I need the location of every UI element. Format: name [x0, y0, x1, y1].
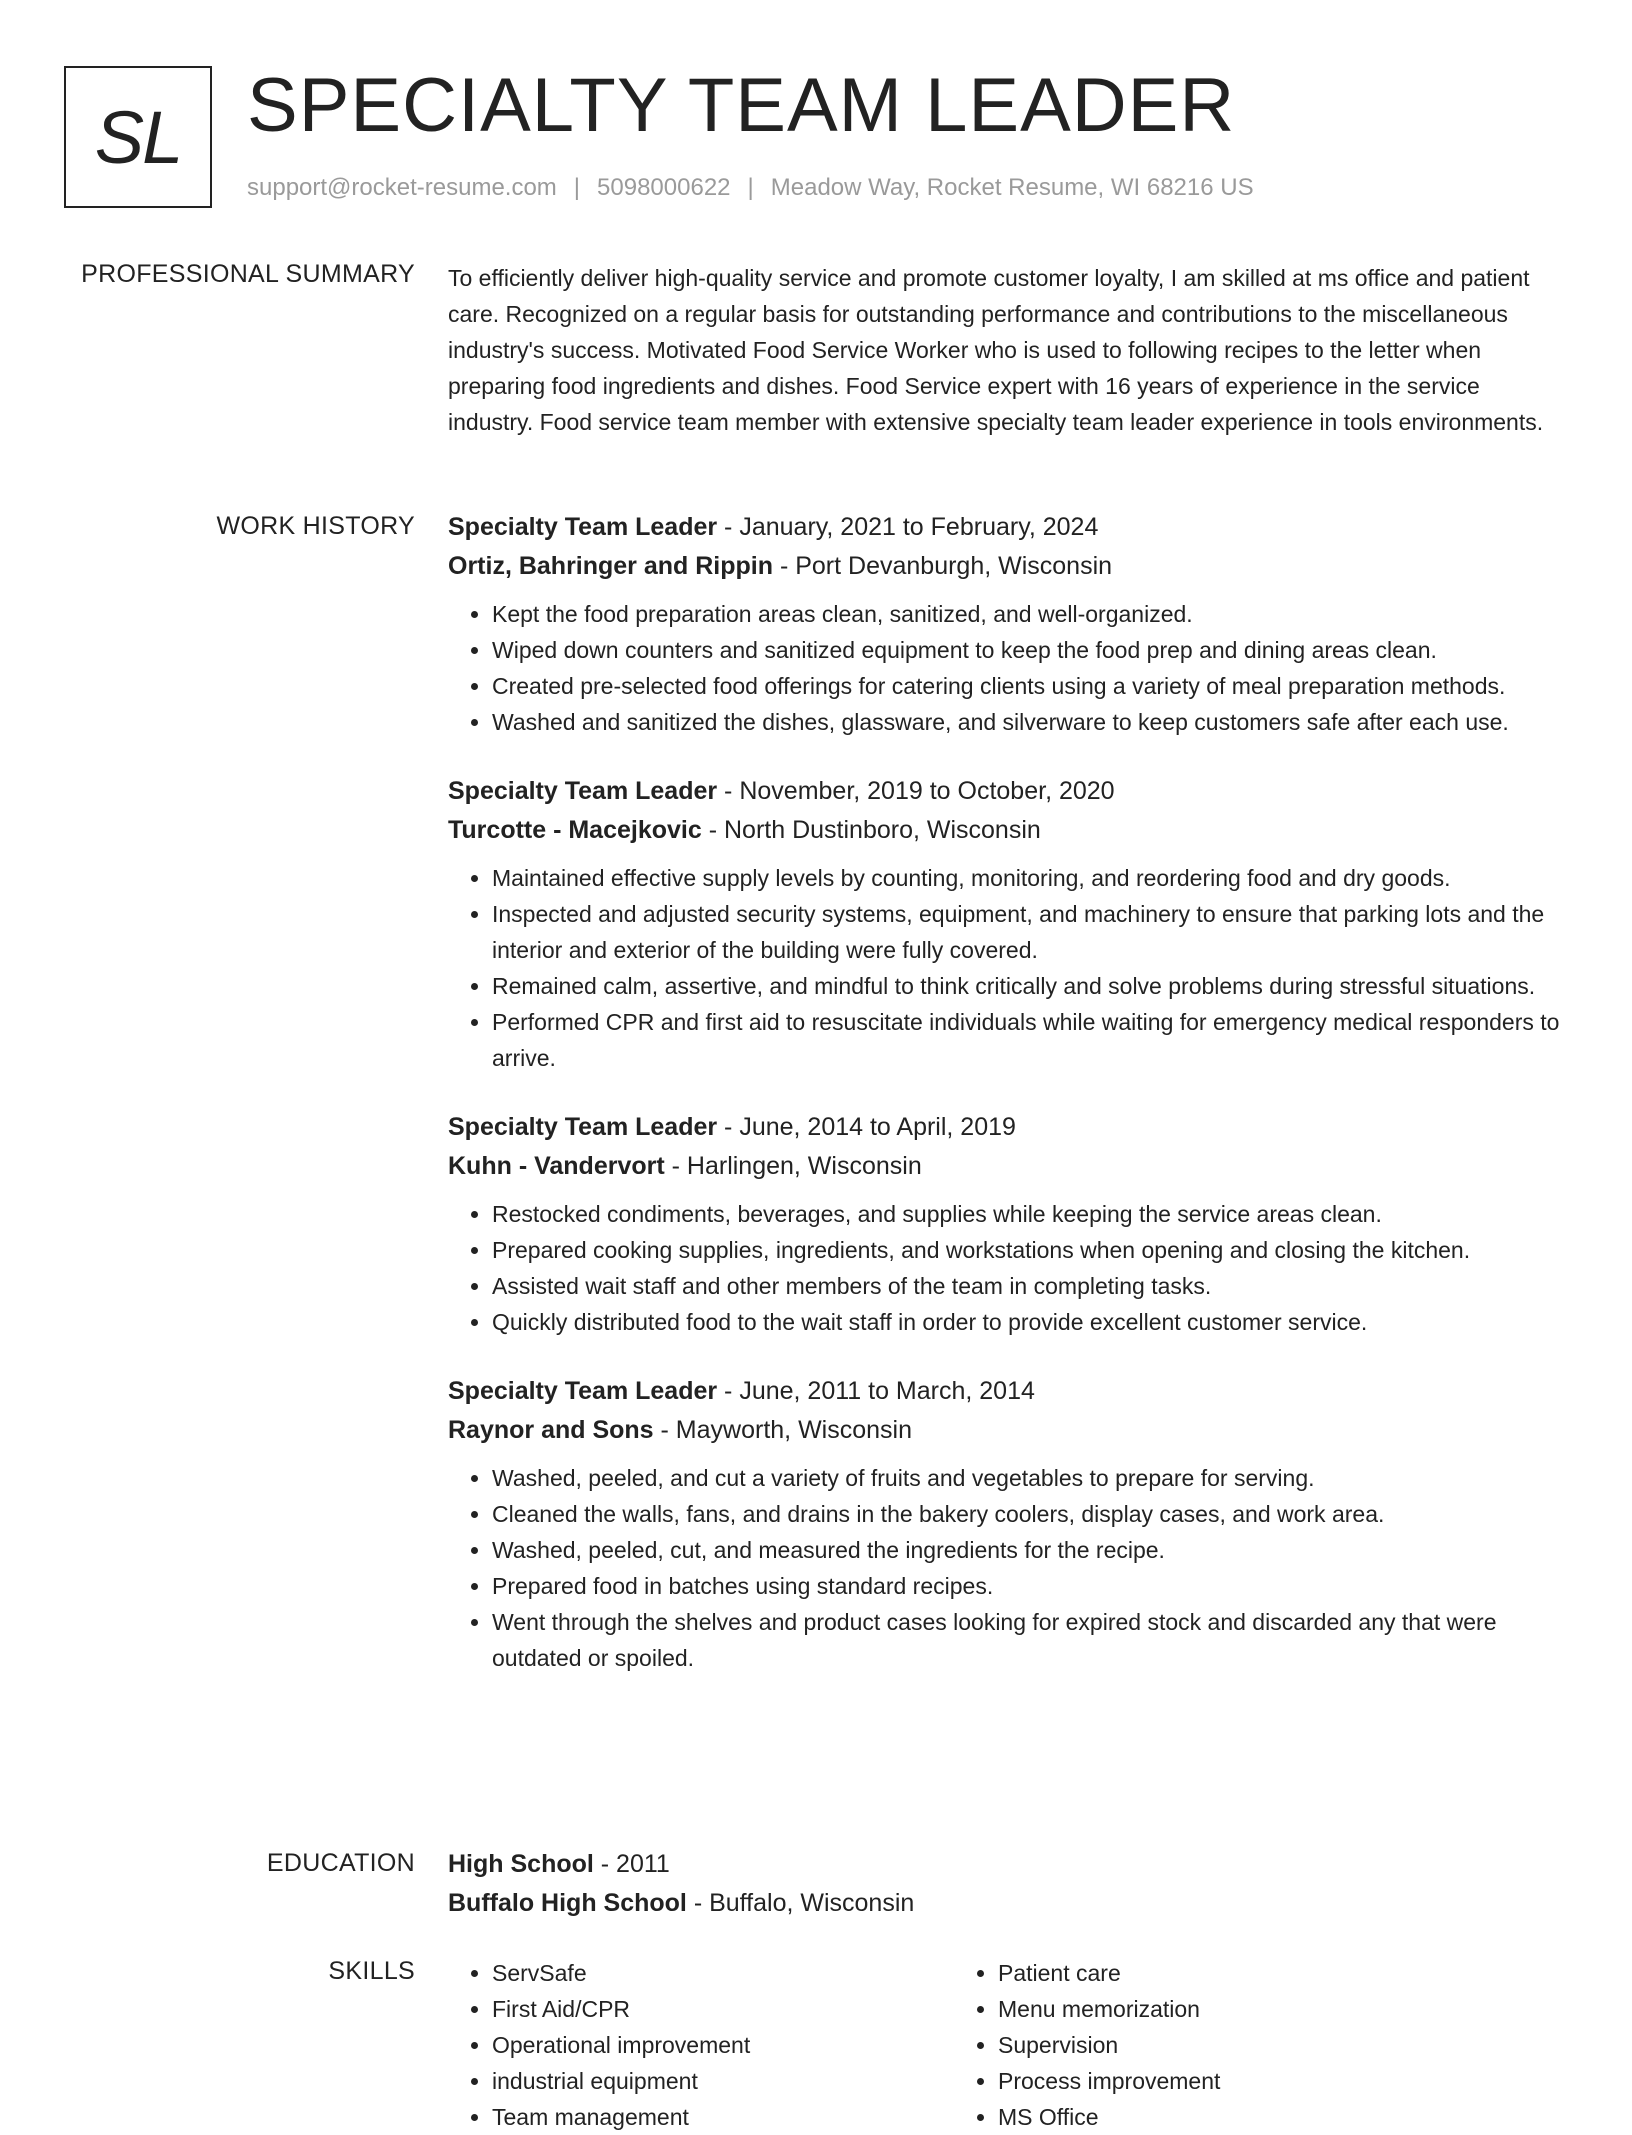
education-year: - 2011	[593, 1850, 670, 1878]
skill-item: • Process improvement	[998, 2063, 1460, 2099]
job-title: Specialty Team Leader	[448, 1113, 718, 1141]
list-item: • Wiped down counters and sanitized equipment to keep the food prep and dining areas clean.	[492, 632, 1568, 668]
skill-item: • Team management	[492, 2099, 954, 2135]
skill-item: • Patient care	[998, 1955, 1460, 1991]
job-title: Specialty Team Leader	[448, 513, 718, 541]
job-bullets	[448, 1196, 1568, 1340]
resume-header	[64, 63, 1568, 216]
job-dates: - June, 2011 to March, 2014	[717, 1377, 1035, 1405]
education-location: - Buffalo, Wisconsin	[686, 1889, 915, 1917]
job-location: - North Dustinboro, Wisconsin	[701, 816, 1041, 844]
job-title-line	[448, 508, 1568, 547]
list-item: • Assisted wait staff and other members of the team in completing tasks.	[492, 1268, 1568, 1304]
job-location: - Port Devanburgh, Wisconsin	[773, 552, 1113, 580]
job-location: - Harlingen, Wisconsin	[664, 1152, 922, 1180]
job-company: Turcotte - Macejkovic	[448, 816, 702, 844]
job-company-line	[448, 547, 1568, 586]
education-degree: High School	[448, 1850, 594, 1878]
list-item: • Prepared food in batches using standard recipes.	[492, 1568, 1568, 1604]
list-item: • Maintained effective supply levels by counting, monitoring, and reordering food and dry goods.	[492, 860, 1568, 896]
job-dates: - November, 2019 to October, 2020	[717, 777, 1115, 805]
skills-columns	[448, 1955, 1568, 2135]
list-item: • Remained calm, assertive, and mindful to think critically and solve problems during stressful situations.	[492, 968, 1568, 1004]
list-item: • Prepared cooking supplies, ingredients, and workstations when opening and closing the kitchen.	[492, 1232, 1568, 1268]
list-item: • Washed, peeled, cut, and measured the ingredients for the recipe.	[492, 1532, 1568, 1568]
skills-label: SKILLS	[328, 1957, 415, 1985]
list-item: • Quickly distributed food to the wait staff in order to provide excellent customer service.	[492, 1304, 1568, 1340]
job-title-line	[448, 772, 1568, 811]
job-entry	[448, 1372, 1568, 1676]
skills-list-left	[448, 1955, 954, 2135]
job-dates: - January, 2021 to February, 2024	[717, 513, 1099, 541]
skill-item: • First Aid/CPR	[492, 1991, 954, 2027]
work-history-label: WORK HISTORY	[216, 512, 415, 540]
skills-list-right	[954, 1955, 1460, 2135]
list-item: • Restocked condiments, beverages, and supplies while keeping the service areas clean.	[492, 1196, 1568, 1232]
education-label: EDUCATION	[266, 1849, 415, 1877]
summary-text: To efficiently deliver high-quality service and promote customer loyalty, I am skilled at ms office and patient care. Recognized on a regular basis for outstanding performance and contributions to the miscellaneous industry's success. Motivated Food Service Worker who is used to following recipes to the letter when preparing food ingredients and dishes. Food Service expert with 16 years of experience in the service industry. Food service team member with extensive specialty team leader experience in tools environments.	[448, 265, 1544, 435]
skill-item: • ServSafe	[492, 1955, 954, 1991]
job-company: Kuhn - Vandervort	[448, 1152, 665, 1180]
contact-separator: |	[747, 174, 754, 201]
job-company: Ortiz, Bahringer and Rippin	[448, 552, 774, 580]
list-item: • Performed CPR and first aid to resuscitate individuals while waiting for emergency medical responders to arrive.	[492, 1004, 1568, 1076]
job-company: Raynor and Sons	[448, 1416, 654, 1444]
summary-label: PROFESSIONAL SUMMARY	[81, 260, 415, 288]
contact-separator: |	[573, 174, 581, 201]
list-item: • Washed, peeled, and cut a variety of fruits and vegetables to prepare for serving.	[492, 1460, 1568, 1496]
job-title-line	[448, 1372, 1568, 1411]
job-entry	[448, 508, 1568, 740]
job-bullets	[448, 1460, 1568, 1676]
education-degree-line	[448, 1845, 1568, 1884]
skill-item: • Operational improvement	[492, 2027, 954, 2063]
job-company-line	[448, 811, 1568, 850]
contact-phone[interactable]: 5098000622	[597, 174, 731, 201]
monogram-logo: SL	[64, 66, 212, 208]
skill-item: • MS Office	[998, 2099, 1460, 2135]
job-dates: - June, 2014 to April, 2019	[717, 1113, 1016, 1141]
list-item: • Kept the food preparation areas clean, sanitized, and well-organized.	[492, 596, 1568, 632]
job-title: Specialty Team Leader	[448, 777, 718, 805]
list-item: • Went through the shelves and product cases looking for expired stock and discarded any that were outdated or spoiled.	[492, 1604, 1568, 1676]
job-location: - Mayworth, Wisconsin	[653, 1416, 912, 1444]
job-bullets	[448, 596, 1568, 740]
contact-email[interactable]: support@rocket-resume.com	[247, 174, 557, 201]
skill-item: • Menu memorization	[998, 1991, 1460, 2027]
education-school-line	[448, 1884, 1568, 1923]
job-company-line	[448, 1411, 1568, 1450]
job-company-line	[448, 1147, 1568, 1186]
job-title: Specialty Team Leader	[448, 1377, 718, 1405]
list-item: • Inspected and adjusted security systems, equipment, and machinery to ensure that parking lots and the interior and exterior of the building were fully covered.	[492, 896, 1568, 968]
page-title: SPECIALTY TEAM LEADER	[247, 63, 1236, 148]
skill-item: • industrial equipment	[492, 2063, 954, 2099]
list-item: • Created pre-selected food offerings for catering clients using a variety of meal preparation methods.	[492, 668, 1568, 704]
skill-item: • Supervision	[998, 2027, 1460, 2063]
list-item: • Washed and sanitized the dishes, glassware, and silverware to keep customers safe after each use.	[492, 704, 1568, 740]
job-entry	[448, 1108, 1568, 1340]
contact-address: Meadow Way, Rocket Resume, WI 68216 US	[770, 174, 1254, 201]
list-item: • Cleaned the walls, fans, and drains in the bakery coolers, display cases, and work area.	[492, 1496, 1568, 1532]
job-entry	[448, 772, 1568, 1076]
job-bullets	[448, 860, 1568, 1076]
job-title-line	[448, 1108, 1568, 1147]
contact-line	[247, 174, 1254, 202]
education-school: Buffalo High School	[448, 1889, 687, 1917]
